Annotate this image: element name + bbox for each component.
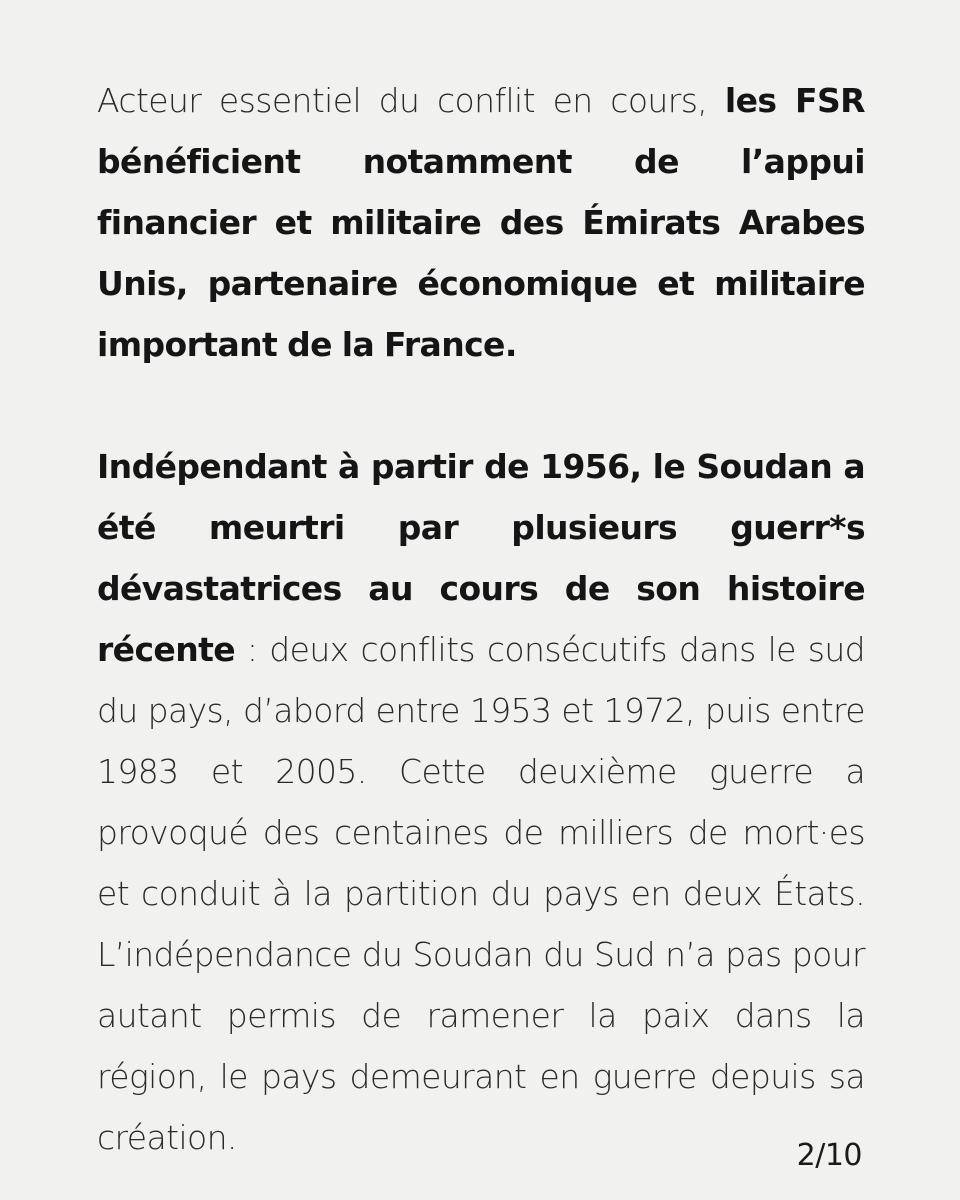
page-number: 2/10 bbox=[796, 1138, 862, 1173]
paragraph-fsr-support bbox=[97, 70, 865, 375]
paragraph-emphasis-text: les FSR bénéficient notamment de l’appui financier et militaire des Émirats Arabes Unis, partenaire économique et militaire important de la France. bbox=[97, 81, 865, 364]
document-body bbox=[97, 70, 865, 1168]
paragraph-sudan-history bbox=[97, 436, 865, 1168]
paragraph-emphasis-text: Indépendant à partir de 1956, le Soudan a été meurtri par plusieurs guerr*s dévastatrices au cours de son histoire récente bbox=[97, 447, 865, 669]
paragraph-body-text: : deux conflits consécutifs dans le sud du pays, d’abord entre 1953 et 1972, puis entre 1983 et 2005. Cette deuxième guerre a provoqué des centaines de milliers de mort·es et conduit à la partition du pays en deux États. L’indépendance du Soudan du Sud n’a pas pour autant permis de ramener la paix dans la région, le pays demeurant en guerre depuis sa création. bbox=[97, 630, 865, 1157]
paragraph-intro-text: Acteur essentiel du conflit en cours, bbox=[97, 81, 725, 120]
